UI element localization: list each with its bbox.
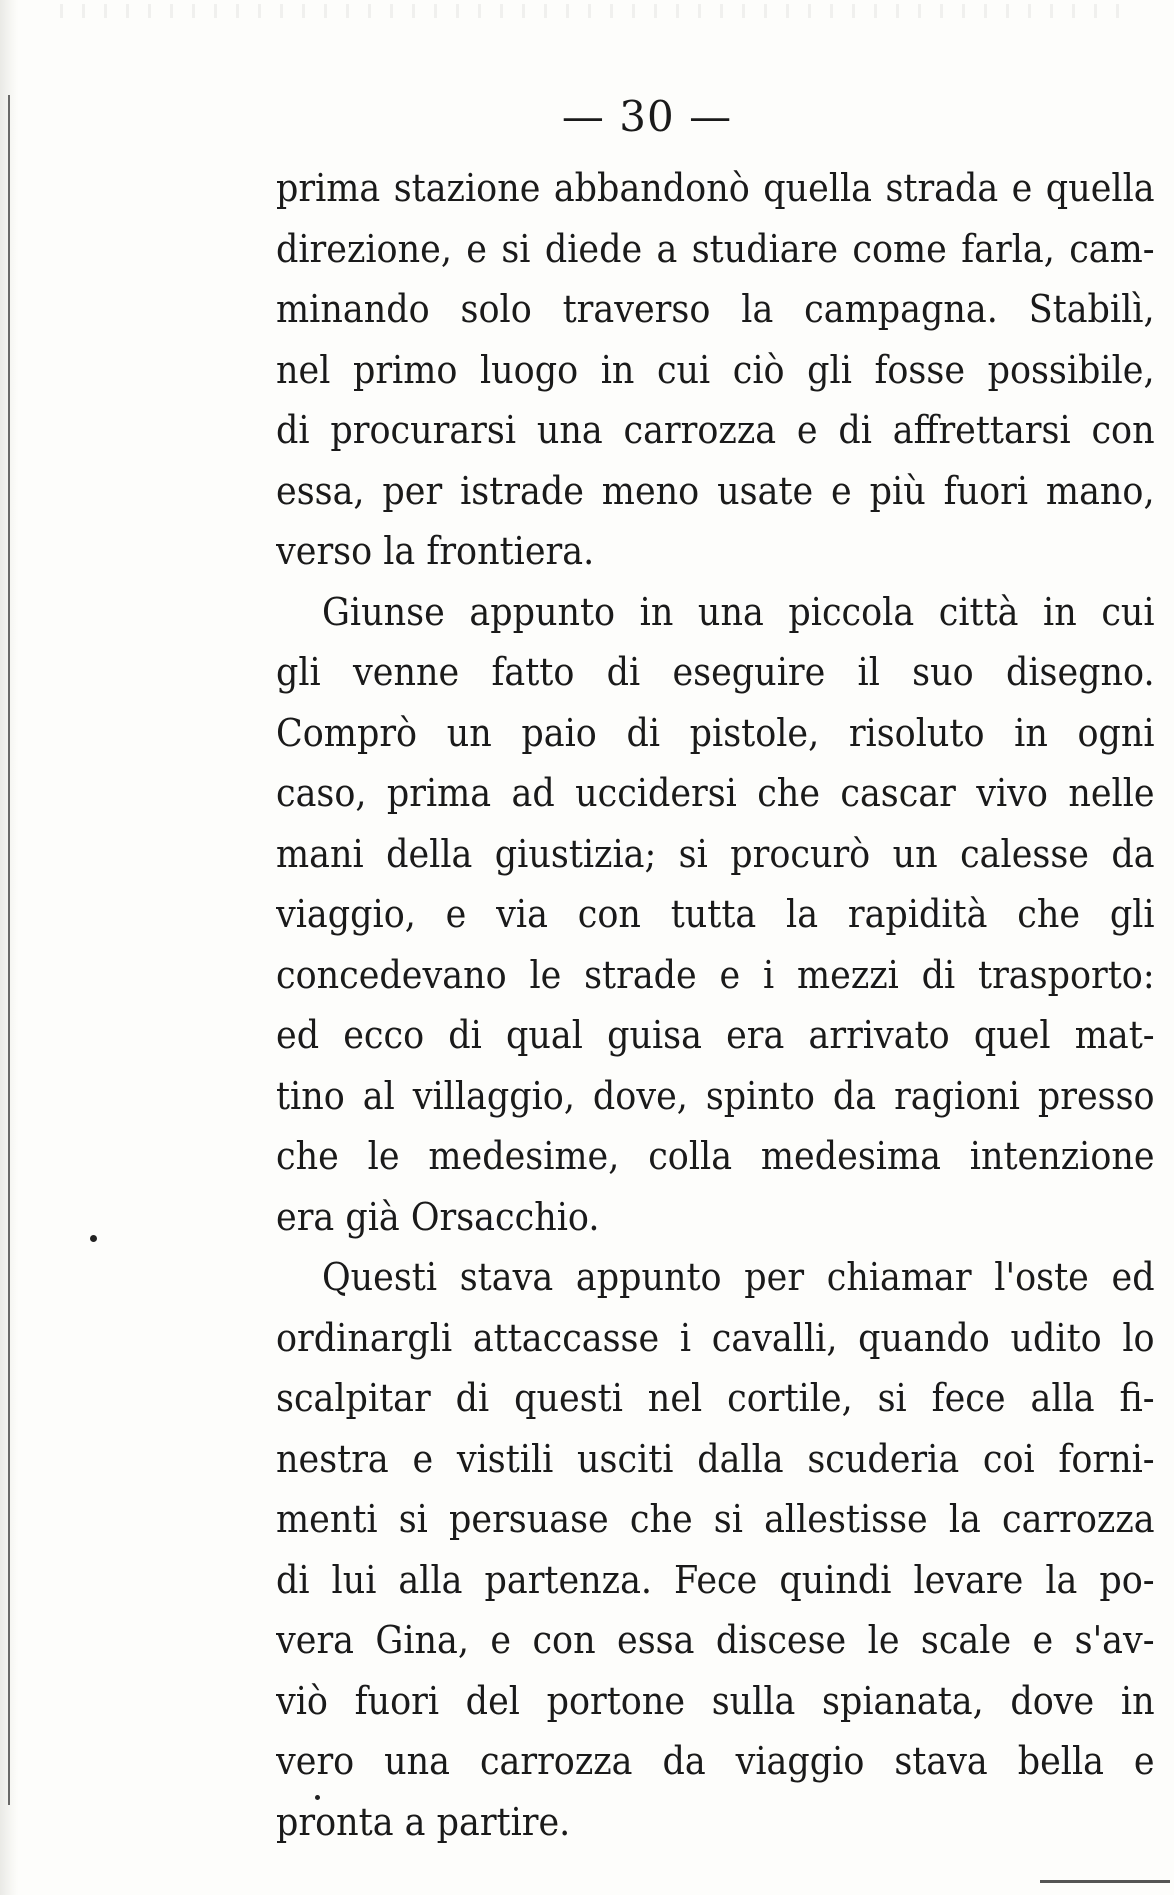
text-line: prima stazione abbandonò quella strada e quella [276,166,1155,210]
text-line: di procurarsi una carrozza e di affrettarsi con [276,408,1155,452]
text-line: caso, prima ad uccidersi che cascar vivo nelle [276,771,1155,815]
text-line: concedevano le strade e i mezzi di trasporto: [276,952,1155,997]
text-line: mani della giustizia; si procurò un calesse da [276,831,1155,876]
text-line: che le medesime, colla medesima intenzione [276,1134,1155,1178]
body-text [276,158,1156,1852]
text-line: Comprò un paio di pistole, risoluto in ogni [276,710,1155,755]
text-line: viò fuori del portone sulla spianata, dove in [276,1678,1155,1723]
scan-speck [90,1235,97,1242]
text-line: minando solo traverso la campagna. Stabilì, [276,287,1155,331]
text-line: nestra e vistili usciti dalla scuderia coi forni- [276,1436,1155,1481]
text-line: direzione, e si diede a studiare come farla, cam- [276,226,1155,271]
text-line: vero una carrozza da viaggio stava bella e [276,1739,1155,1783]
text-line: menti si persuase che si allestisse la carrozza [276,1497,1155,1541]
text-line: nel primo luogo in cui ciò gli fosse possibile, [276,347,1155,392]
text-line: viaggio, e via con tutta la rapidità che gli [276,892,1155,936]
text-line: scalpitar di questi nel cortile, si fece alla fi- [276,1376,1155,1420]
text-line: vera Gina, e con essa discese le scale e s'av- [276,1618,1155,1662]
text-line: pronta a partire. [276,1799,571,1844]
page-number: — 30 — [561,92,733,141]
text-line: ordinargli attaccasse i cavalli, quando udito lo [276,1315,1155,1360]
text-line: Giunse appunto in una piccola città in cui [322,589,1155,634]
text-line: Questi stava appunto per chiamar l'oste ed [322,1255,1155,1299]
text-line: verso la frontiera. [276,529,595,573]
scan-mark-bottom [1040,1880,1170,1883]
text-line: ed ecco di qual guisa era arrivato quel mat- [276,1013,1155,1057]
text-line: essa, per istrade meno usate e più fuori mano, [276,468,1155,513]
text-line: era già Orsacchio. [276,1194,600,1239]
text-line: di lui alla partenza. Fece quindi levare la po- [276,1557,1155,1602]
text-line: gli venne fatto di eseguire il suo disegno. [276,650,1155,694]
scan-noise-top [60,4,1120,18]
text-line: tino al villaggio, dove, spinto da ragioni presso [276,1073,1155,1118]
binding-edge-line [8,95,10,1805]
